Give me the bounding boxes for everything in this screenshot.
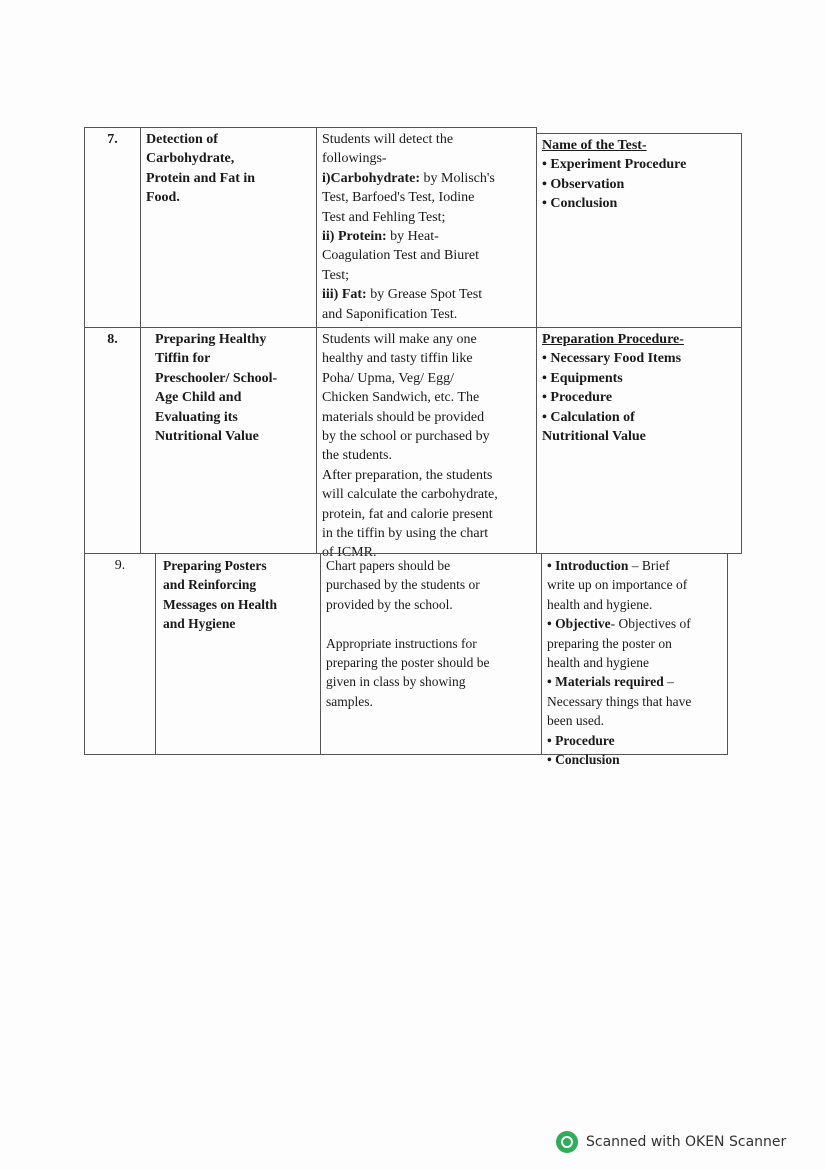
text-line: the students. (322, 448, 392, 464)
oken-scanner-logo-icon (556, 1131, 578, 1153)
text-line: Coagulation Test and Biuret (322, 248, 480, 264)
row-7-description (316, 127, 537, 328)
text-line: ii) Protein: by Heat- (322, 229, 439, 245)
row-9-title (155, 553, 321, 755)
text-line: preparing the poster on (547, 635, 672, 651)
row-number: 9. (114, 558, 126, 573)
row-number: 8. (107, 332, 118, 347)
text-line: • Conclusion (547, 752, 620, 768)
text-line: Carbohydrate, (146, 151, 235, 167)
text-line: Poha/ Upma, Veg/ Egg/ (322, 370, 454, 386)
format-heading: Preparation Procedure- (542, 332, 684, 347)
row-8-title (140, 327, 317, 554)
text-line: by the school or purchased by (322, 429, 490, 445)
watermark-text: Scanned with OKEN Scanner (586, 1134, 787, 1150)
text-line: and Reinforcing (163, 577, 257, 593)
text-line: given in class by showing (326, 674, 466, 690)
text-line: in the tiffin by using the chart (322, 526, 489, 542)
text-line: Preparing Healthy (155, 332, 267, 347)
text-line: write up on importance of (547, 577, 688, 593)
text-line: Messages on Health (163, 596, 277, 612)
text-line: Nutritional Value (542, 429, 646, 445)
text-line: Age Child and (155, 390, 242, 406)
text-line: health and hygiene. (547, 596, 653, 612)
row-9-description (320, 553, 542, 755)
row-7-number (84, 127, 141, 328)
row-7-title (140, 127, 317, 328)
text-line: protein, fat and calorie present (322, 506, 493, 522)
text-line: • Calculation of (542, 409, 635, 425)
text-line: Test and Fehling Test; (322, 209, 446, 225)
text-line: Preparing Posters (163, 558, 267, 573)
text-line: Chart papers should be (326, 558, 451, 573)
text-line: Protein and Fat in (146, 170, 256, 186)
text-line: • Introduction – Brief (547, 558, 670, 573)
text-line: samples. (326, 693, 373, 709)
text-line: and Saponification Test. (322, 306, 458, 322)
text-line: and Hygiene (163, 616, 236, 632)
text-line: • Equipments (542, 370, 623, 386)
text-line: After preparation, the students (322, 467, 493, 483)
format-heading: Name of the Test- (542, 138, 647, 153)
text-line: iii) Fat: by Grease Spot Test (322, 287, 483, 303)
text-line: • Procedure (542, 390, 613, 406)
row-8-number (84, 327, 141, 554)
scanner-watermark (556, 1131, 786, 1153)
text-line: provided by the school. (326, 596, 453, 612)
text-line: Food. (146, 190, 180, 206)
text-line: • Materials required – (547, 674, 674, 690)
text-line: Necessary things that have (547, 693, 692, 709)
text-line: been used. (547, 713, 604, 729)
row-9-format (541, 553, 728, 768)
text-line: Test, Barfoed's Test, Iodine (322, 190, 475, 206)
text-line: Tiffin for (155, 351, 211, 367)
format-list (542, 349, 736, 446)
text-line: Test; (322, 267, 350, 283)
text-line: Appropriate instructions for (326, 635, 477, 651)
text-line: healthy and tasty tiffin like (322, 351, 473, 367)
format-list (542, 155, 736, 213)
text-line: of ICMR. (322, 545, 377, 561)
text-line: preparing the poster should be (326, 655, 490, 671)
text-line: Nutritional Value (155, 429, 259, 445)
text-line: health and hygiene (547, 655, 649, 671)
text-line: Chicken Sandwich, etc. The (322, 390, 480, 406)
text-line: • Observation (542, 176, 625, 192)
text-line: i)Carbohydrate: by Molisch's (322, 170, 495, 186)
text-line: followings- (322, 151, 387, 167)
text-line: Detection of (146, 132, 218, 147)
text-line: • Experiment Procedure (542, 157, 687, 173)
row-7-format (536, 133, 742, 328)
row-8-format (536, 327, 742, 554)
text-line: Students will detect the (322, 132, 454, 147)
text-line: Students will make any one (322, 332, 477, 347)
row-9-number (84, 553, 156, 755)
text-line: will calculate the carbohydrate, (322, 487, 498, 503)
text-line: • Necessary Food Items (542, 351, 682, 367)
text-line (326, 614, 536, 633)
text-line: • Objective- Objectives of (547, 616, 691, 632)
text-line: Evaluating its (155, 409, 238, 425)
row-number: 7. (107, 132, 118, 147)
row-8-description (316, 327, 537, 561)
text-line: materials should be provided (322, 409, 485, 425)
text-line: • Conclusion (542, 196, 618, 212)
text-line: • Procedure (547, 732, 615, 748)
text-line: Preschooler/ School- (155, 370, 278, 386)
text-line: purchased by the students or (326, 577, 480, 593)
